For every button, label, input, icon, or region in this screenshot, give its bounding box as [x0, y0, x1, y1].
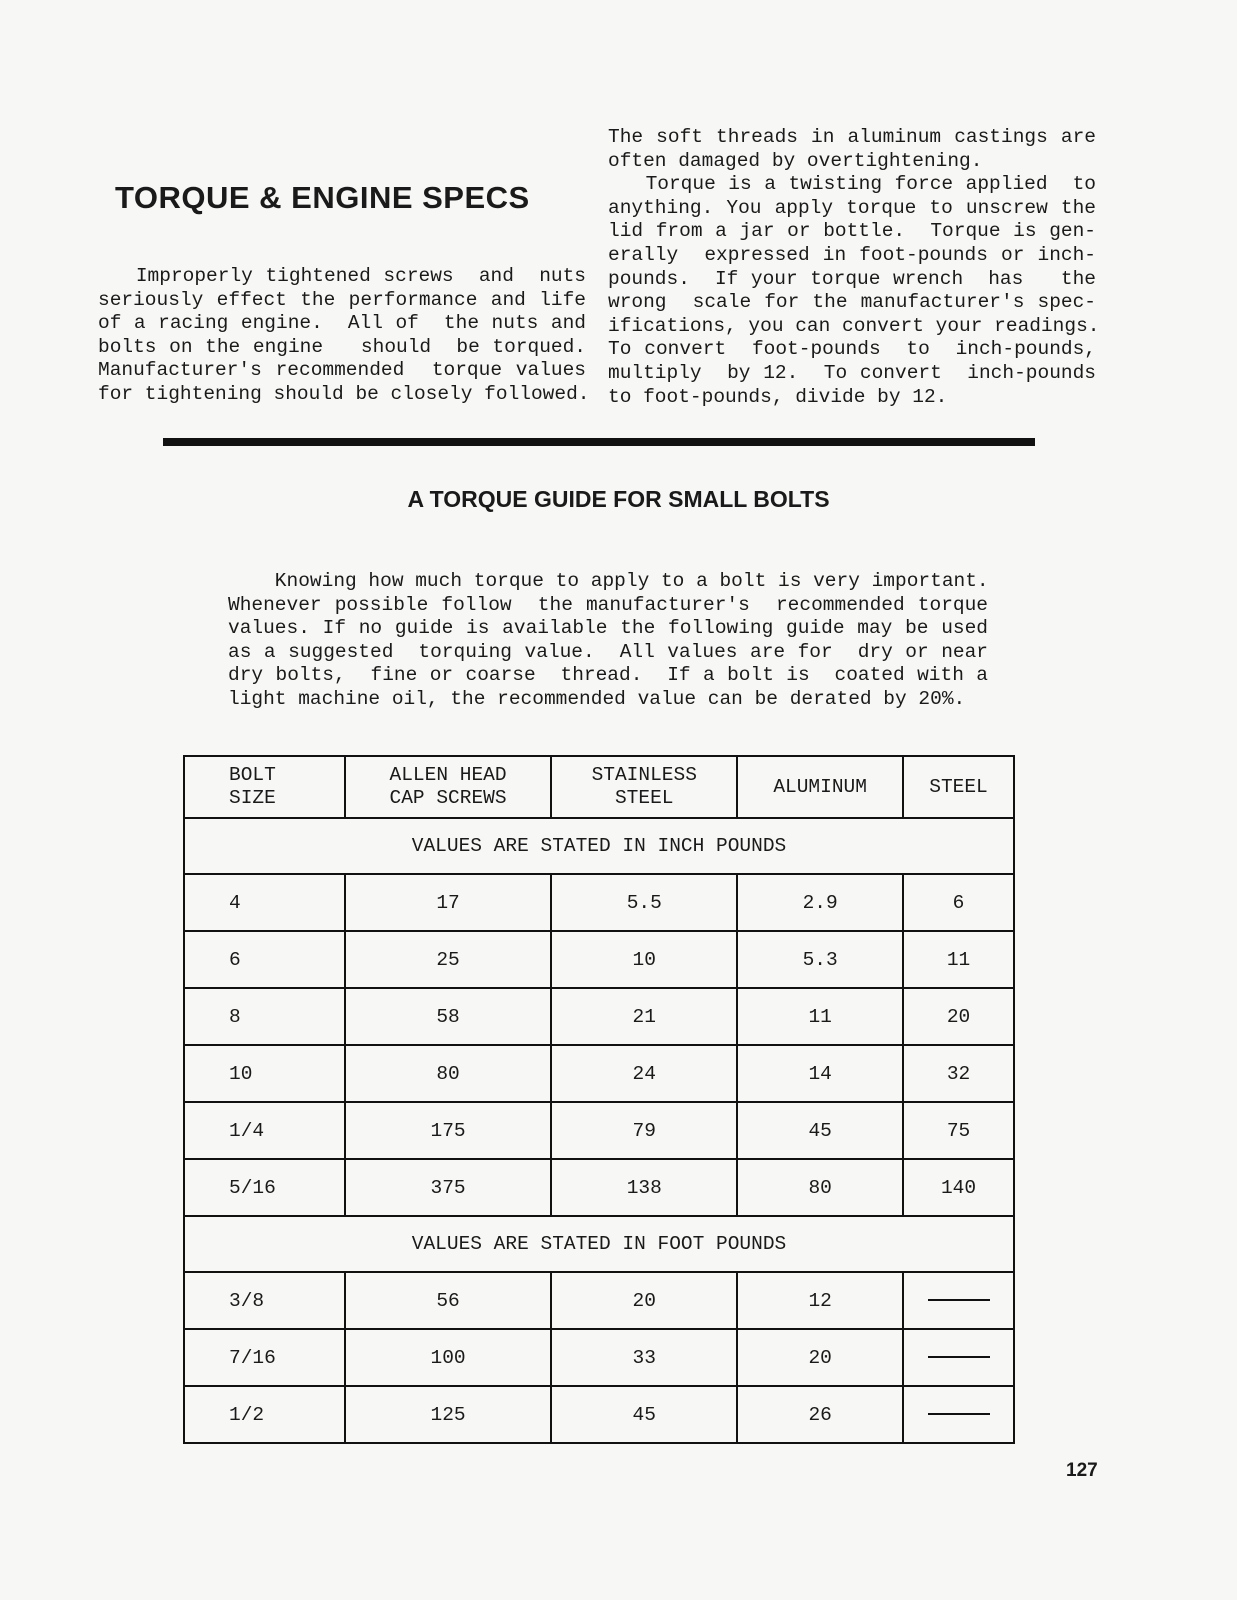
- table-cell: [184, 1272, 345, 1329]
- table-cell: [737, 874, 903, 931]
- table-cell: [737, 931, 903, 988]
- cell-value: 375: [430, 1176, 466, 1199]
- text-line: of a racing engine. All of the nuts and: [98, 312, 586, 335]
- text-line: Whenever possible follow the manufacturer's recommended torque: [228, 593, 988, 616]
- cell-value: 5/16: [229, 1176, 276, 1199]
- table-cell: [903, 988, 1014, 1045]
- table-cell: [903, 1102, 1014, 1159]
- text-line: seriously effect the performance and life: [98, 288, 586, 311]
- table-cell: [551, 1159, 737, 1216]
- table-row: [184, 1102, 1014, 1159]
- cell-value: 140: [940, 1176, 977, 1199]
- text-line: erally expressed in foot-pounds or inch-: [608, 243, 1096, 266]
- header-text: STEEL: [929, 775, 988, 798]
- cell-value: 1/4: [229, 1119, 265, 1142]
- text-line: lid from a jar or bottle. Torque is gen-: [608, 220, 1096, 243]
- table-cell: [737, 1159, 903, 1216]
- table-cell: [551, 988, 737, 1045]
- table-cell: [737, 1102, 903, 1159]
- text-line: multiply by 12. To convert inch-pounds: [608, 361, 1096, 384]
- cell-value: 8: [229, 1005, 241, 1028]
- column-header: [184, 756, 345, 818]
- table-row: [184, 1386, 1014, 1443]
- text-line: To convert foot-pounds to inch-pounds,: [608, 338, 1096, 361]
- header-text: STEEL: [614, 787, 674, 809]
- table-cell: [184, 874, 345, 931]
- table-cell: [345, 1272, 551, 1329]
- cell-value: 33: [632, 1346, 656, 1369]
- text-line: wrong scale for the manufacturer's spec-: [608, 291, 1096, 314]
- text-line: light machine oil, the recommended value can be derated by 20%.: [228, 687, 966, 710]
- table-cell: [345, 1329, 551, 1386]
- table-cell: [551, 1045, 737, 1102]
- cell-value: 125: [430, 1403, 466, 1426]
- table-cell: [551, 931, 737, 988]
- table-row: [184, 874, 1014, 931]
- cell-value: 12: [808, 1289, 832, 1312]
- table-row: [184, 1045, 1014, 1102]
- column-header: [903, 756, 1014, 818]
- cell-value: 45: [632, 1403, 656, 1426]
- header-text: STAINLESS: [591, 764, 697, 786]
- units-label: VALUES ARE STATED IN FOOT POUNDS: [184, 1216, 1014, 1272]
- header-text: SIZE: [229, 787, 276, 809]
- no-value-dash: [928, 1299, 990, 1301]
- text-line: for tightening should be closely followed.: [98, 382, 590, 405]
- table-row: [184, 988, 1014, 1045]
- text-line: Improperly tightened screws and nuts: [98, 265, 586, 287]
- page-title: TORQUE & ENGINE SPECS: [115, 180, 530, 215]
- cell-value: 100: [430, 1346, 466, 1369]
- table-cell: [184, 988, 345, 1045]
- text-line: anything. You apply torque to unscrew the: [608, 196, 1096, 219]
- cell-value: 80: [808, 1176, 832, 1199]
- table-row: [184, 1272, 1014, 1329]
- table-cell: [903, 1045, 1014, 1102]
- table-cell: [184, 1159, 345, 1216]
- cell-value: 6: [952, 891, 965, 914]
- column-header: [345, 756, 551, 818]
- page-number: 127: [1066, 1460, 1098, 1481]
- text-line: Knowing how much torque to apply to a bolt is very important.: [228, 570, 989, 592]
- no-value-dash: [928, 1356, 990, 1358]
- table-header-row: [184, 756, 1014, 818]
- table-cell: [551, 1272, 737, 1329]
- table-cell: [184, 1102, 345, 1159]
- column-header: [737, 756, 903, 818]
- header-text: ALUMINUM: [773, 775, 867, 798]
- column-header: [551, 756, 737, 818]
- table-cell: [184, 931, 345, 988]
- text-line: Torque is a twisting force applied to: [608, 173, 1096, 196]
- cell-value: 5.3: [802, 948, 838, 971]
- cell-value: 11: [808, 1005, 832, 1028]
- text-line: as a suggested torquing value. All values are for dry or near: [228, 640, 988, 663]
- cell-value: 32: [946, 1062, 971, 1085]
- cell-value: 1/2: [229, 1403, 265, 1426]
- cell-value: 79: [632, 1119, 656, 1142]
- table-cell: [184, 1045, 345, 1102]
- section-label-row: [184, 1216, 1014, 1272]
- cell-value: 58: [436, 1005, 460, 1028]
- text-line: dry bolts, fine or coarse thread. If a bolt is coated with a: [228, 664, 988, 687]
- table-cell: [345, 931, 551, 988]
- table-cell: [737, 1045, 903, 1102]
- divider-rule: [163, 438, 1035, 446]
- table-cell: [903, 1386, 1014, 1443]
- left-column-text: [98, 265, 590, 407]
- header-text: ALLEN HEAD: [389, 764, 507, 786]
- units-label: VALUES ARE STATED IN INCH POUNDS: [184, 818, 1014, 874]
- table-cell: [345, 874, 551, 931]
- table-cell: [345, 1386, 551, 1443]
- cell-value: 75: [946, 1119, 971, 1142]
- torque-table: [183, 755, 1015, 1444]
- table-cell: [345, 1159, 551, 1216]
- table-cell: [737, 988, 903, 1045]
- header-text: BOLT: [229, 764, 276, 786]
- table-cell: [345, 988, 551, 1045]
- cell-value: 45: [808, 1119, 832, 1142]
- text-line: to foot-pounds, divide by 12.: [608, 385, 948, 408]
- cell-value: 7/16: [229, 1346, 276, 1369]
- table-cell: [903, 1272, 1014, 1329]
- cell-value: 6: [229, 948, 241, 971]
- cell-value: 26: [808, 1403, 832, 1426]
- table-cell: [903, 931, 1014, 988]
- cell-value: 10: [632, 948, 656, 971]
- table-row: [184, 931, 1014, 988]
- text-line: pounds. If your torque wrench has the: [608, 267, 1096, 290]
- cell-value: 138: [626, 1176, 662, 1199]
- cell-value: 14: [808, 1062, 832, 1085]
- table-cell: [551, 1329, 737, 1386]
- text-line: ifications, you can convert your readings.: [608, 314, 1100, 337]
- cell-value: 20: [632, 1289, 656, 1312]
- cell-value: 2.9: [802, 891, 838, 914]
- text-line: values. If no guide is available the following guide may be used: [228, 617, 988, 640]
- section-heading: A TORQUE GUIDE FOR SMALL BOLTS: [407, 486, 830, 512]
- cell-value: 25: [436, 948, 460, 971]
- cell-value: 21: [632, 1005, 656, 1028]
- cell-value: 20: [808, 1346, 832, 1369]
- cell-value: 175: [430, 1119, 466, 1142]
- cell-value: 17: [436, 891, 460, 914]
- table-cell: [551, 1102, 737, 1159]
- header-text: CAP SCREWS: [389, 787, 507, 809]
- cell-value: 4: [229, 891, 241, 914]
- table-cell: [551, 1386, 737, 1443]
- table-cell: [903, 1159, 1014, 1216]
- table-row: [184, 1329, 1014, 1386]
- table-cell: [345, 1045, 551, 1102]
- table-cell: [184, 1386, 345, 1443]
- table-cell: [184, 1329, 345, 1386]
- cell-value: 56: [436, 1289, 460, 1312]
- no-value-dash: [928, 1413, 990, 1415]
- table-cell: [551, 874, 737, 931]
- cell-value: 5.5: [626, 891, 662, 914]
- section-label-row: [184, 818, 1014, 874]
- cell-value: 20: [946, 1005, 971, 1028]
- table-cell: [903, 874, 1014, 931]
- cell-value: 3/8: [229, 1289, 265, 1312]
- cell-value: 24: [632, 1062, 656, 1085]
- text-line: bolts on the engine should be torqued.: [98, 335, 586, 358]
- right-column-text: [608, 126, 1100, 409]
- cell-value: 11: [946, 948, 971, 971]
- table-cell: [737, 1329, 903, 1386]
- cell-value: 10: [229, 1062, 253, 1085]
- table-cell: [737, 1272, 903, 1329]
- cell-value: 80: [436, 1062, 460, 1085]
- table-cell: [737, 1386, 903, 1443]
- text-line: Manufacturer's recommended torque values: [98, 359, 586, 382]
- intro-paragraph: [228, 570, 988, 712]
- text-line: The soft threads in aluminum castings are: [608, 126, 1096, 148]
- table-cell: [903, 1329, 1014, 1386]
- table-cell: [345, 1102, 551, 1159]
- table-row: [184, 1159, 1014, 1216]
- text-line: often damaged by overtightening.: [608, 149, 983, 172]
